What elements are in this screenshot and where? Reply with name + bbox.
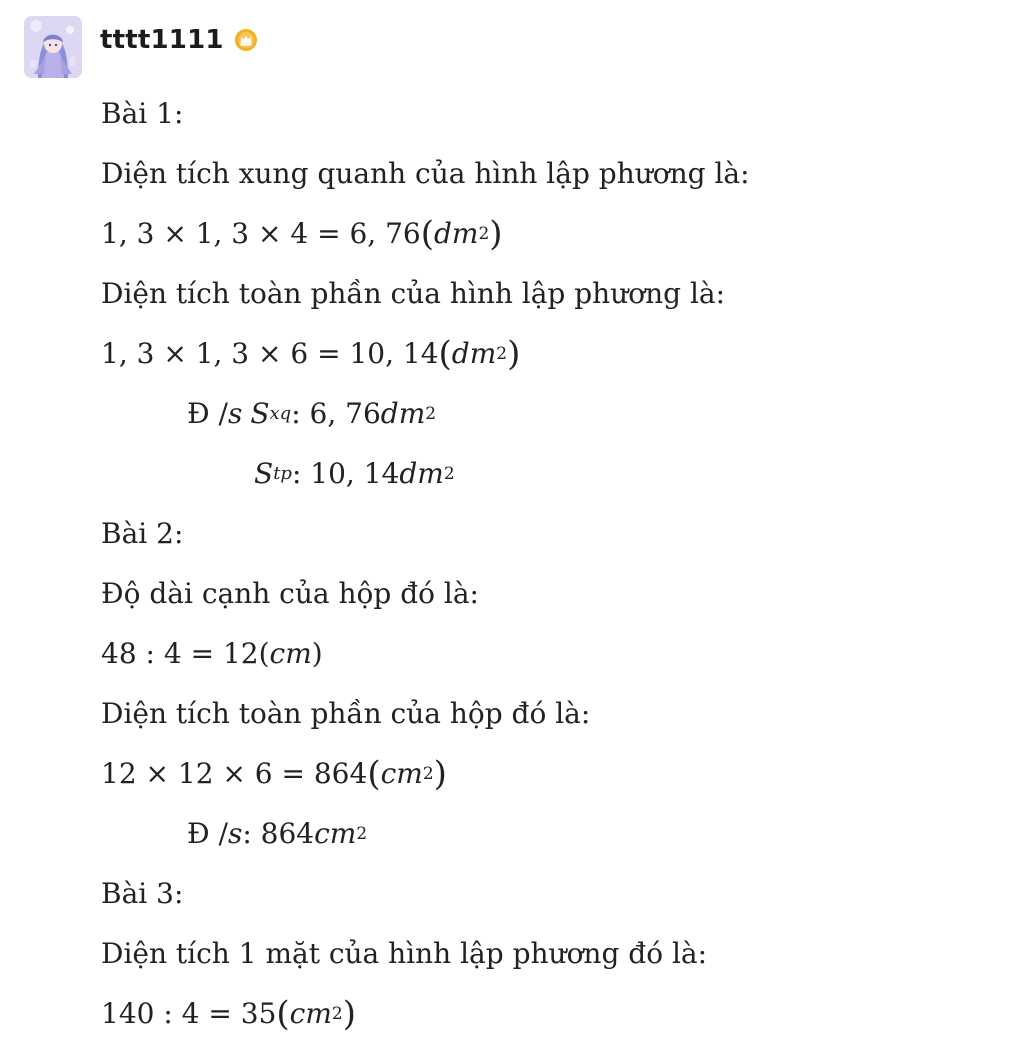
bai1-ans-val2: : 10, 14 [291,457,400,490]
bai1-equation-2: 1, 3 × 1, 3 × 6 = 10, 14 ( dm 2 ) [101,334,521,374]
bai3-eq1-lhs: 140 : 4 = 35 [101,997,277,1030]
bai3-text-1: Diện tích 1 mặt của hình lập phương đó là: [101,937,708,970]
bai1-eq2-lhs: 1, 3 × 1, 3 × 6 = 10, 14 [101,337,439,370]
bai1-ans-val1: : 6, 76 [291,397,381,430]
bai2-text-1: Độ dài cạnh của hộp đó là: [101,577,479,610]
bai2-ans-s: s [227,817,243,850]
bai1-title: Bài 1: [101,97,184,130]
bai1-ans-sym1: S [250,397,270,430]
bai1-text-2: Diện tích toàn phần của hình lập phương là: [101,277,726,310]
bai1-equation-1: 1, 3 × 1, 3 × 4 = 6, 76 ( dm 2 ) [101,214,503,254]
bai3-eq1-unit: cm [289,997,332,1030]
bai1-ans-sym2: S [254,457,274,490]
bai1-ans-unit2: dm [399,457,444,490]
bai3-title: Bài 3: [101,877,184,910]
bai2-eq2-lhs: 12 × 12 × 6 = 864 [101,757,368,790]
bai2-ans-val: : 864 [242,817,315,850]
answer-content [101,84,1001,1044]
anime-avatar-icon [24,16,82,78]
bai1-eq1-lhs: 1, 3 × 1, 3 × 4 = 6, 76 [101,217,421,250]
bai2-text-2: Diện tích toàn phần của hộp đó là: [101,697,591,730]
bai2-ans-unit: cm [314,817,357,850]
bai2-eq1-unit: cm [269,637,312,670]
bai1-ans-unit1: dm [380,397,426,430]
verified-crown-badge-icon [234,28,258,52]
bai1-ans-s: s [227,397,243,430]
bai1-ans-prefix: Đ / [187,397,228,430]
bai1-text-1: Diện tích xung quanh của hình lập phương là: [101,157,750,190]
avatar[interactable] [24,16,82,78]
bai2-title: Bài 2: [101,517,184,550]
bai2-equation-1: 48 : 4 = 12 ( cm ) [101,624,1001,684]
bai2-eq2-unit: cm [380,757,423,790]
bai2-eq1-lhs: 48 : 4 = 12 [101,637,259,670]
bai2-answer: Đ / s : 864 cm 2 [101,804,1001,864]
bai3-equation-1: 140 : 4 = 35 ( cm 2 ) [101,994,356,1034]
bai2-ans-prefix: Đ / [187,817,228,850]
bai1-eq2-unit: dm [451,337,497,370]
post-header [24,16,258,80]
bai1-answer-1: Đ / s S xq : 6, 76 dm 2 [101,384,1001,444]
bai1-eq1-unit: dm [433,217,479,250]
bai1-answer-2: S tp : 10, 14 dm 2 [101,444,1001,504]
bai2-equation-2: 12 × 12 × 6 = 864 ( cm 2 ) [101,754,447,794]
username[interactable]: tttt1111 [100,25,224,55]
